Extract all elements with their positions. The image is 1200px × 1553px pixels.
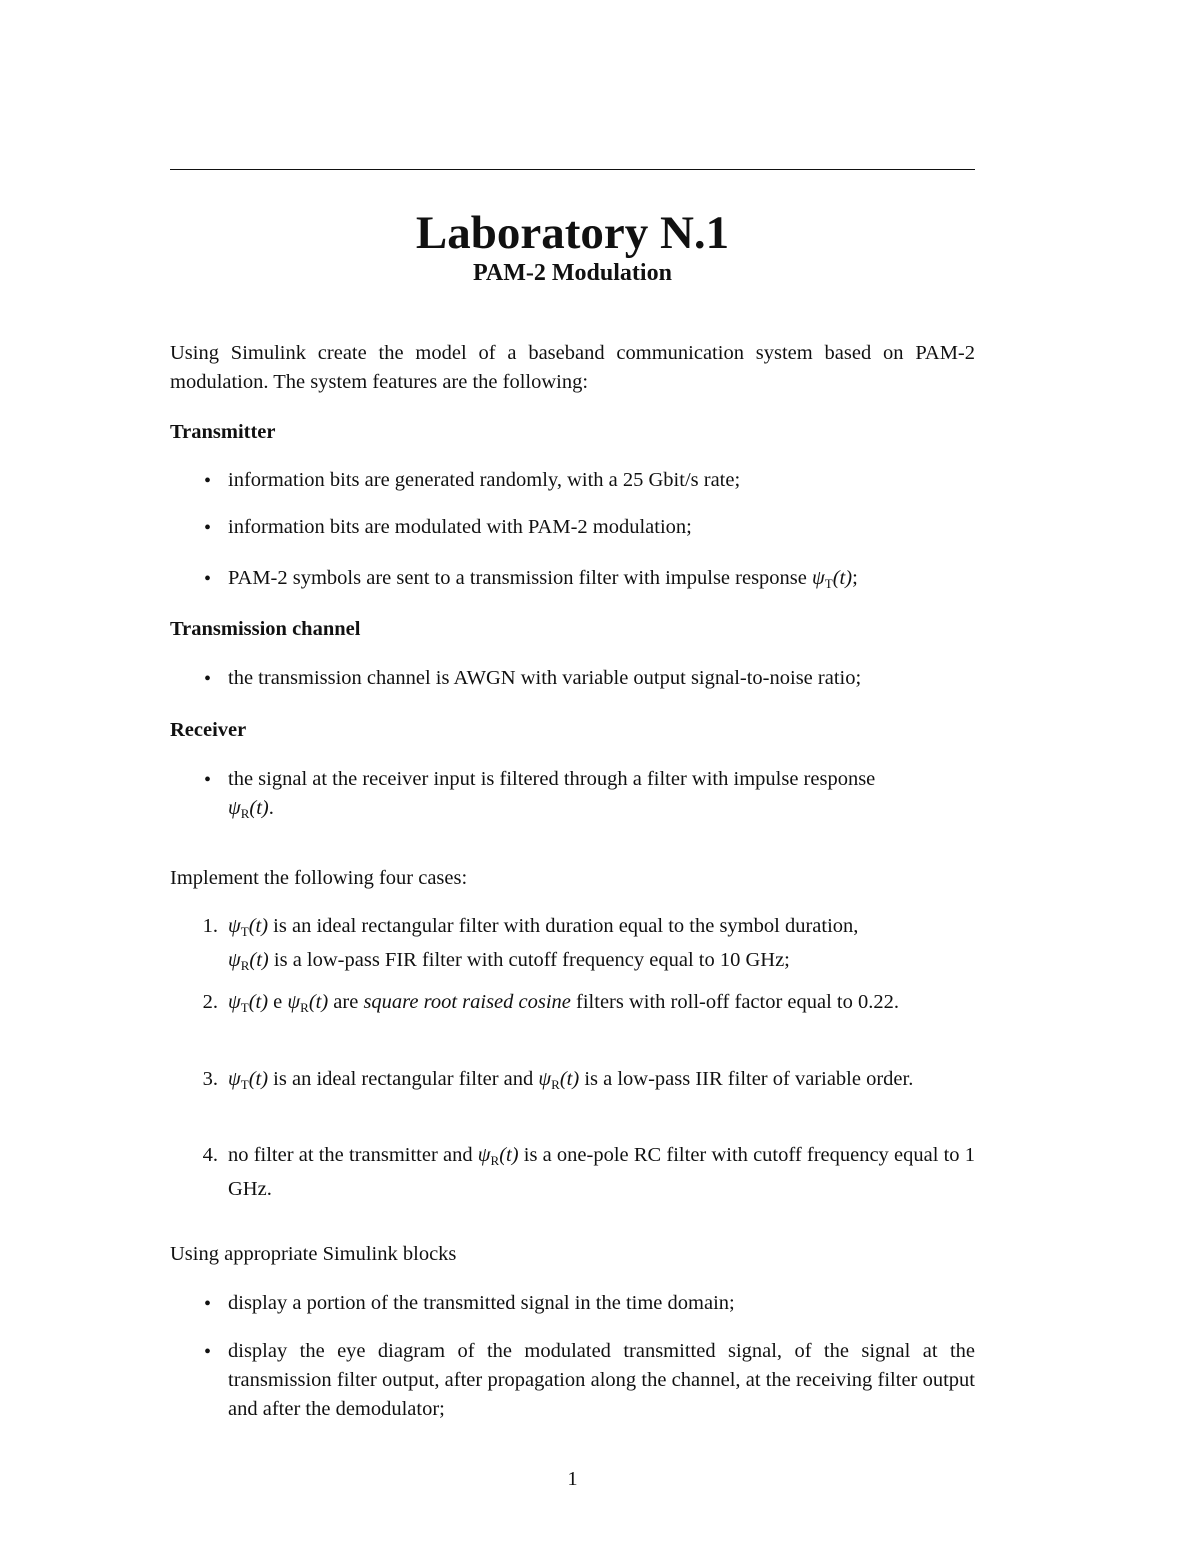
bullet-icon: • <box>204 668 212 690</box>
subscript-t: T <box>824 576 833 591</box>
channel-item-1: the transmission channel is AWGN with variable output signal-to-noise ratio; <box>228 667 862 689</box>
time-argument: (t) <box>248 1068 269 1090</box>
psi-symbol: ψ <box>228 797 241 819</box>
transmitter-item-3-end: ; <box>852 567 858 589</box>
case-3-text-b: is a low-pass IIR filter of variable order. <box>584 1068 914 1090</box>
psi-symbol: ψ <box>812 567 825 589</box>
time-argument: (t) <box>499 1144 519 1166</box>
page-title: Laboratory N.1 <box>415 207 730 259</box>
psi-symbol: ψ <box>228 991 241 1013</box>
bullet-icon: • <box>204 1293 212 1315</box>
intro-paragraph: Using Simulink create the model of a baseband communication system based on PAM-2 modulation. The system features are the following: <box>170 342 975 393</box>
case-4-text-b: is a one-pole RC filter with cutoff frequency equal to 1 GHz. <box>228 1144 975 1200</box>
time-argument: (t) <box>559 1068 580 1090</box>
psi-symbol: ψ <box>228 949 241 971</box>
simulink-intro: Using appropriate Simulink blocks <box>170 1243 457 1265</box>
subscript-t: T <box>240 1077 249 1092</box>
transmitter-item-2: information bits are modulated with PAM-2 modulation; <box>228 516 692 538</box>
psi-symbol: ψ <box>287 991 301 1013</box>
transmitter-item-1: information bits are generated randomly, with a 25 Gbit/s rate; <box>228 469 741 491</box>
case-number: 2. <box>202 991 218 1013</box>
cases-intro: Implement the following four cases: <box>170 867 468 889</box>
page-subtitle: PAM-2 Modulation <box>473 260 672 286</box>
case-2-text-b: filters with roll-off factor equal to 0.22. <box>576 991 900 1013</box>
case-1-text-a: is an ideal rectangular filter with duration equal to the symbol duration, <box>273 915 859 937</box>
case-3 <box>228 1065 975 1099</box>
time-argument: (t) <box>308 991 329 1013</box>
psi-symbol: ψ <box>538 1068 552 1090</box>
subscript-t: T <box>240 924 249 939</box>
case-number: 1. <box>202 915 218 937</box>
bullet-icon: • <box>204 769 212 791</box>
case-4-text-a: no filter at the transmitter and <box>228 1144 473 1166</box>
case-number: 4. <box>202 1144 218 1166</box>
simulink-item-1: display a portion of the transmitted signal in the time domain; <box>228 1292 735 1314</box>
time-argument: (t) <box>249 797 269 819</box>
time-argument: (t) <box>249 949 269 971</box>
top-rule <box>170 169 975 170</box>
case-1-text-b: is a low-pass FIR filter with cutoff frequency equal to 10 GHz; <box>273 949 790 971</box>
psi-symbol: ψ <box>477 1144 491 1166</box>
bullet-icon: • <box>204 568 212 590</box>
time-argument: (t) <box>248 915 269 937</box>
subscript-r: R <box>490 1153 500 1168</box>
case-4 <box>228 1141 975 1204</box>
subscript-r: R <box>551 1077 560 1092</box>
psi-symbol: ψ <box>228 1068 241 1090</box>
case-1 <box>228 912 975 980</box>
case-number: 3. <box>202 1068 218 1090</box>
case-2-verb: are <box>333 991 359 1013</box>
bullet-icon: • <box>204 517 212 539</box>
subscript-t: T <box>240 1000 249 1015</box>
channel-heading: Transmission channel <box>170 618 361 640</box>
case-2 <box>228 988 975 1022</box>
case-2-conjunction: e <box>273 991 283 1013</box>
receiver-item-1-text: the signal at the receiver input is filtered through a filter with impulse response <box>228 768 876 790</box>
subscript-r: R <box>300 1000 309 1015</box>
subscript-r: R <box>240 958 250 973</box>
bullet-icon: • <box>204 1341 212 1363</box>
case-3-text-a: is an ideal rectangular filter and <box>273 1068 534 1090</box>
bullet-icon: • <box>204 470 212 492</box>
time-argument: (t) <box>832 567 853 589</box>
receiver-heading: Receiver <box>170 719 247 741</box>
receiver-item-1-end: . <box>268 797 274 819</box>
transmitter-heading: Transmitter <box>170 421 276 443</box>
page-number: 1 <box>567 1468 578 1490</box>
time-argument: (t) <box>248 991 269 1013</box>
transmitter-item-3-text: PAM-2 symbols are sent to a transmission filter with impulse response <box>228 567 807 589</box>
case-2-italic-term: square root raised cosine <box>363 991 571 1013</box>
receiver-item-1 <box>228 765 975 828</box>
psi-symbol: ψ <box>228 915 241 937</box>
subscript-r: R <box>240 806 250 821</box>
transmitter-item-3 <box>228 564 975 598</box>
simulink-item-2: display the eye diagram of the modulated transmitted signal, of the signal at the transmission filter output, after propagation along the channel, at the receiving filter output and after the demodulator; <box>228 1340 975 1420</box>
